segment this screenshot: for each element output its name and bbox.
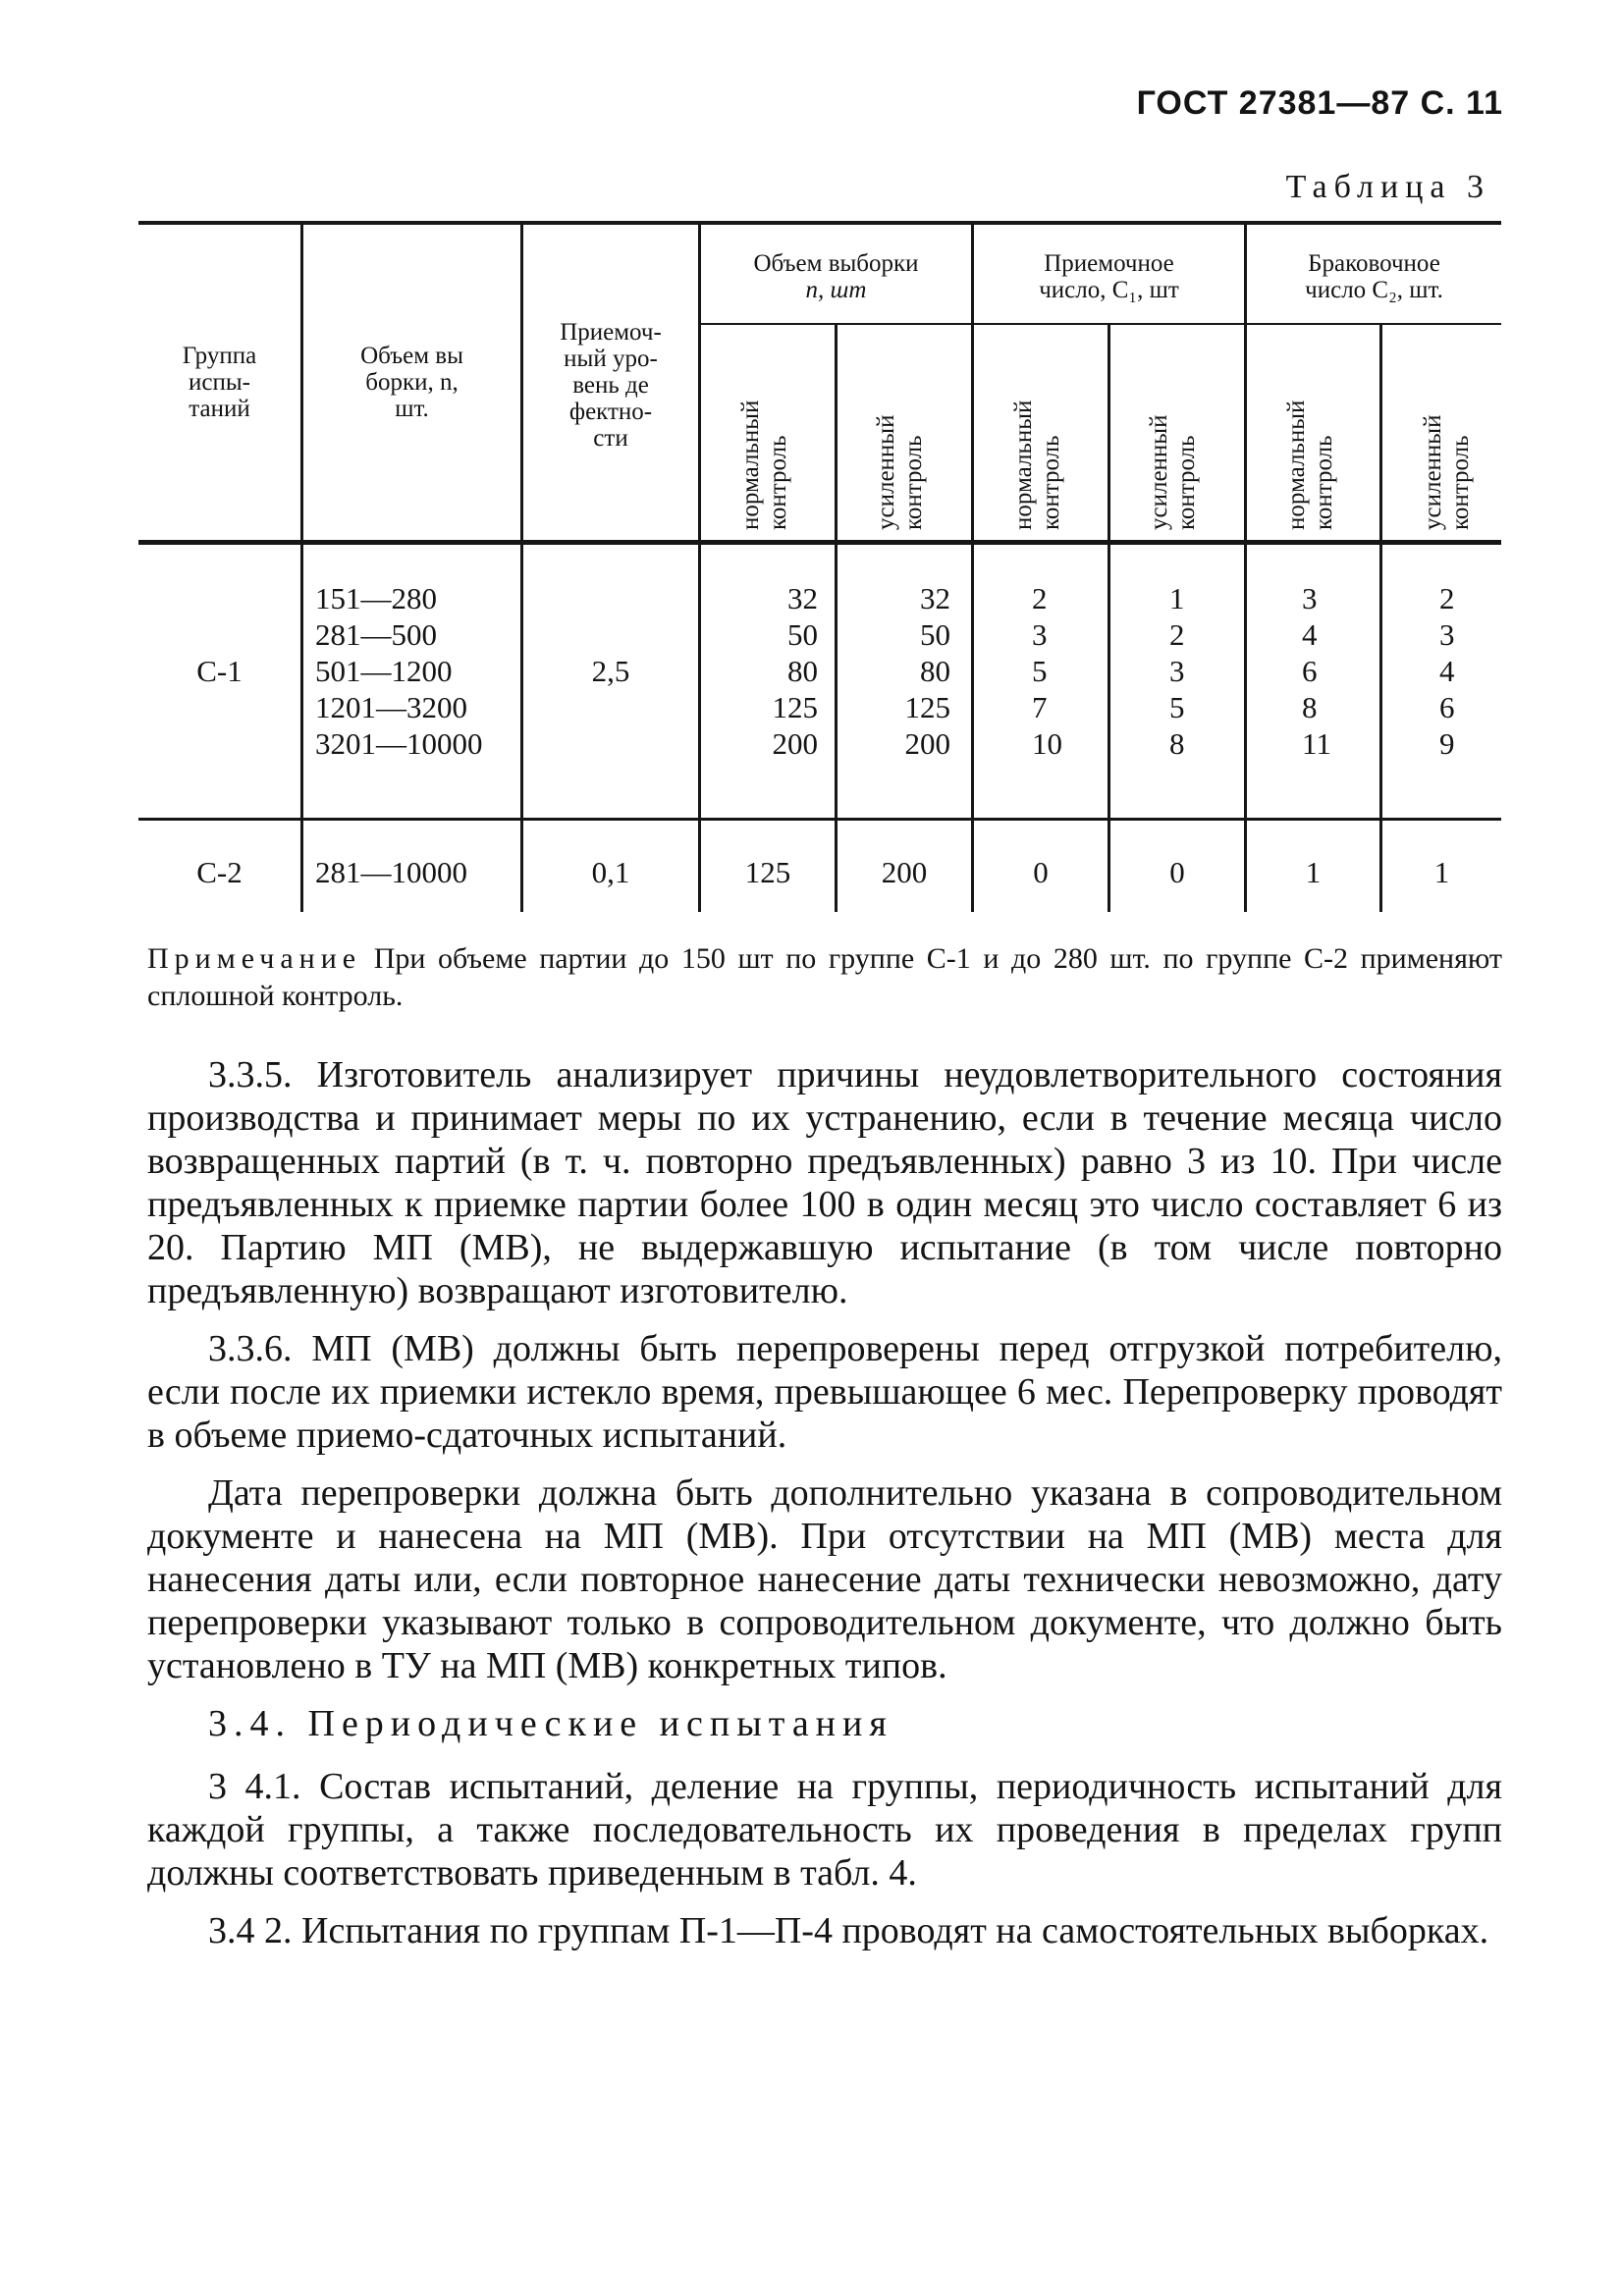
table-col-rule (300, 225, 303, 912)
subheader-normal: нормальный контроль (1283, 400, 1337, 530)
table-top-rule (138, 221, 1501, 225)
table-col-rule (971, 225, 974, 912)
table-note (147, 940, 1502, 1015)
subheader-normal: нормальный контроль (1010, 400, 1064, 530)
row-c1-n-tightened: 32 50 80 125 200 (904, 581, 950, 761)
row-c2-ranges: 281—10000 (315, 855, 467, 889)
row-c1-c2-tightened: 2 3 4 6 9 (1439, 581, 1455, 761)
subheader-tightened: усиленный контроль (1146, 414, 1200, 530)
header-acceptance-level: Приемоч- ный уро- вень де фектно- сти (560, 319, 662, 452)
table-header-rule (138, 540, 1501, 545)
paragraph-3-4-2: 3.4 2. Испытания по группам П-1—П-4 проводят на самостоятельных выборках. (208, 1910, 1489, 1951)
paragraph-3-4-1: 3 4.1. Состав испытаний, деление на группы, периодичность испытаний для каждой группы, а также последовательность их проведения в пределах групп должны соответствовать приведенным в табл. 4. (147, 1766, 1502, 1894)
row-c1-level: 2,5 (591, 654, 630, 688)
table-caption: Таблица 3 (1285, 169, 1490, 205)
note-label: Примечание (147, 942, 362, 975)
section-title: Периодические испытания (307, 1703, 893, 1744)
row-c2-c2-tightened: 1 (1433, 855, 1450, 889)
page-header: ГОСТ 27381—87 С. 11 (1136, 84, 1503, 122)
table-col-rule (1108, 325, 1110, 912)
row-c2-level: 0,1 (591, 855, 630, 889)
table-col-rule (1379, 325, 1382, 912)
table-3 (138, 221, 1501, 918)
subheader-tightened: усиленный контроль (873, 414, 927, 530)
row-c2-group: С-2 (196, 855, 243, 889)
row-c1-c1-normal: 2 3 5 7 10 (1032, 581, 1062, 761)
paragraph-3-3-5: 3.3.5. Изготовитель анализирует причины неудовлетворительного состояния производства и принимает меры по их устранению, если в течение месяца число возвращенных партий (в т. ч. повторно предъявленных) равно 3 из 10. При числе предъявленных к приемке партии более 100 в один месяц это число составляет 6 из 20. Партию МП (МВ), не выдержавшую испытание (в том числе повторно предъявленную) возвращают изготовителю. (147, 1054, 1502, 1311)
subheader-normal: нормальный контроль (737, 400, 791, 530)
row-c1-n-normal: 32 50 80 125 200 (772, 581, 818, 761)
paragraph-3-3-6: 3.3.6. МП (МВ) должны быть перепроверены перед отгрузкой потребителю, если после их приемки истекло время, превышающее 6 мес. Перепроверку проводят в объеме приемо-сдаточных испытаний. (147, 1328, 1502, 1456)
header-sample-volume: Объем выборки n, шт (753, 250, 919, 303)
header-group: Группа испы- таний (182, 343, 257, 422)
row-c1-ranges: 151—280 281—500 501—1200 1201—3200 3201—10000 (315, 581, 483, 761)
section-number: 3.4. (208, 1703, 292, 1744)
row-c1-c1-tightened: 1 2 3 5 8 (1169, 581, 1185, 761)
row-c2-n-tightened: 200 (881, 855, 928, 889)
body-text (147, 1053, 1502, 1967)
header-sample-size: Объем вы борки, n, шт. (360, 343, 463, 422)
row-c2-c1-normal: 0 (1033, 855, 1049, 889)
table-col-rule (698, 225, 701, 912)
table-col-rule (1244, 225, 1247, 912)
subheader-tightened: усиленный контроль (1420, 414, 1474, 530)
row-c2-c2-normal: 1 (1305, 855, 1322, 889)
row-c1-group: С-1 (196, 654, 243, 688)
paragraph-3-3-6-cont: Дата перепроверки должна быть дополнительно указана в сопроводительном документе и нанесена на МП (МВ). При отсутствии на МП (МВ) места для нанесения даты или, если повторное нанесение даты технически невозможно, дату перепроверки указывают только в сопроводительном документе, что должно быть установлено в ТУ на МП (МВ) конкретных типов. (147, 1472, 1502, 1686)
header-rejection-number: Браковочное число C₂, шт. (1305, 250, 1443, 303)
row-c2-c1-tightened: 0 (1169, 855, 1185, 889)
row-c2-n-normal: 125 (744, 855, 791, 889)
table-col-rule (835, 325, 838, 912)
row-c1-c2-normal: 3 4 6 8 11 (1302, 581, 1331, 761)
table-row-rule (138, 818, 1501, 821)
header-acceptance-number: Приемочное число, C₁, шт (1039, 250, 1179, 303)
section-heading-3-4 (147, 1702, 1502, 1745)
note-text: При объеме партии до 150 шт по группе С-1 и до 280 шт. по группе С-2 применяют сплошной контроль. (147, 942, 1503, 1012)
